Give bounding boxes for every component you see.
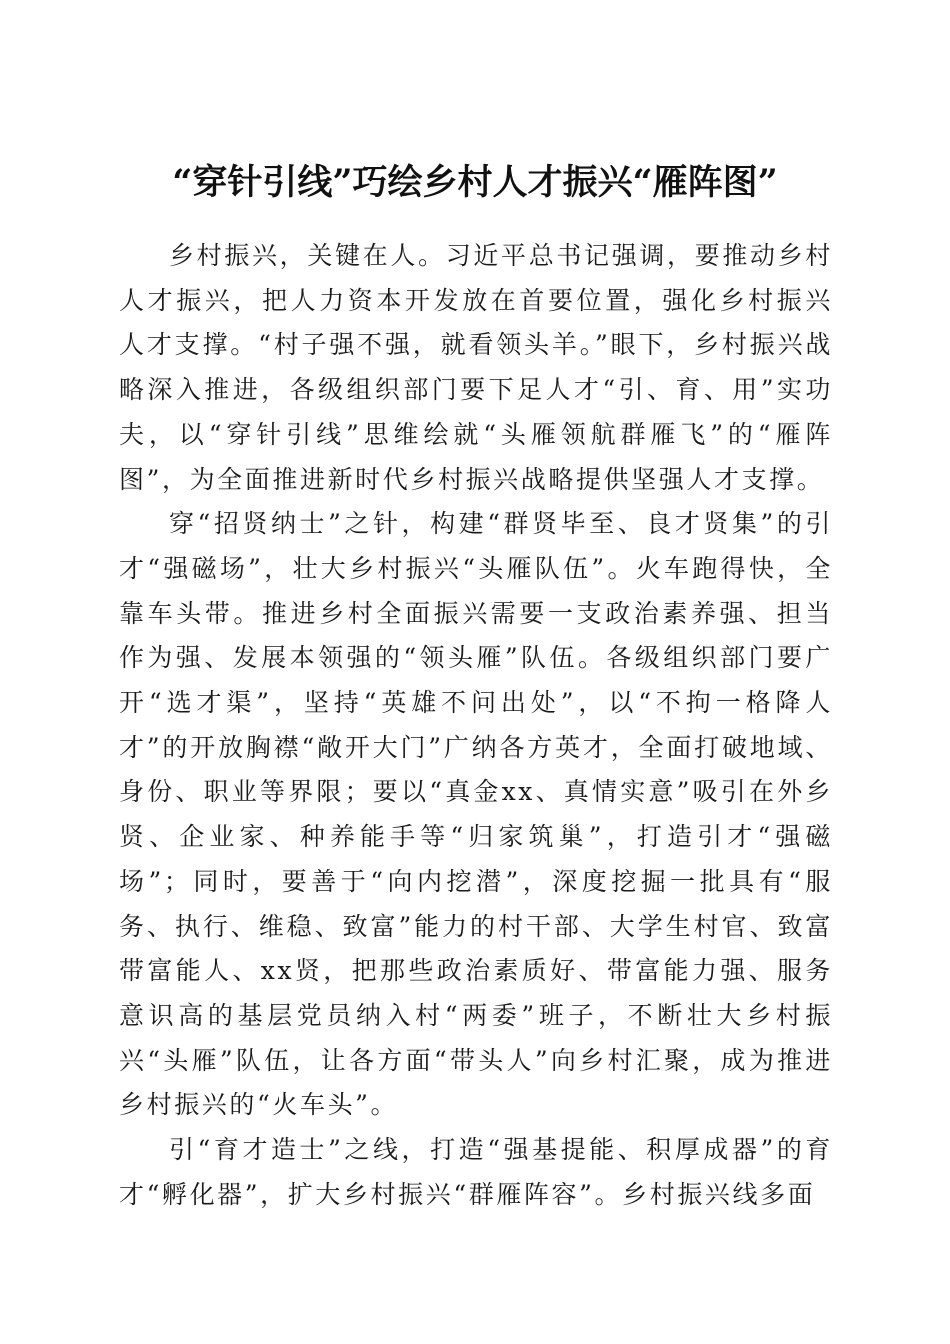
document-title: “穿针引线”巧绘乡村人才振兴“雁阵图” <box>172 162 778 204</box>
paragraph-1: 乡村振兴，关键在人。习近平总书记强调，要推动乡村人才振兴，把人力资本开发放在首要位置，强化乡村振兴人才支撑。“村子强不强，就看领头羊。”眼下，乡村振兴战略深入推进，各级组织部门要下足人才“引、育、用”实功夫，以“穿针引线”思维绘就“头雁领航群雁飞”的“雁阵图”，为全面推进新时代乡村振兴战略提供坚强人才支撑。 <box>119 241 833 494</box>
document-body <box>119 234 833 1217</box>
paragraph-3: 引“育才造士”之线，打造“强基提能、积厚成器”的育才“孵化器”，扩大乡村振兴“群雁阵容”。乡村振兴线多面 <box>119 1135 833 1209</box>
paragraph-2: 穿“招贤纳士”之针，构建“群贤毕至、良才贤集”的引才“强磁场”，壮大乡村振兴“头雁队伍”。火车跑得快，全靠车头带。推进乡村全面振兴需要一支政治素养强、担当作为强、发展本领强的“领头雁”队伍。各级组织部门要广开“选才渠”，坚持“英雄不问出处”，以“不拘一格降人才”的开放胸襟“敞开大门”广纳各方英才，全面打破地域、身份、职业等界限；要以“真金xx、真情实意”吸引在外乡贤、企业家、种养能手等“归家筑巢”，打造引才“强磁场”；同时，要善于“向内挖潜”，深度挖掘一批具有“服务、执行、维稳、致富”能力的村干部、大学生村官、致富带富能人、xx贤，把那些政治素质好、带富能力强、服务意识高的基层党员纳入村“两委”班子，不断壮大乡村振兴“头雁”队伍，让各方面“带头人”向乡村汇聚，成为推进乡村振兴的“火车头”。 <box>119 509 833 1120</box>
